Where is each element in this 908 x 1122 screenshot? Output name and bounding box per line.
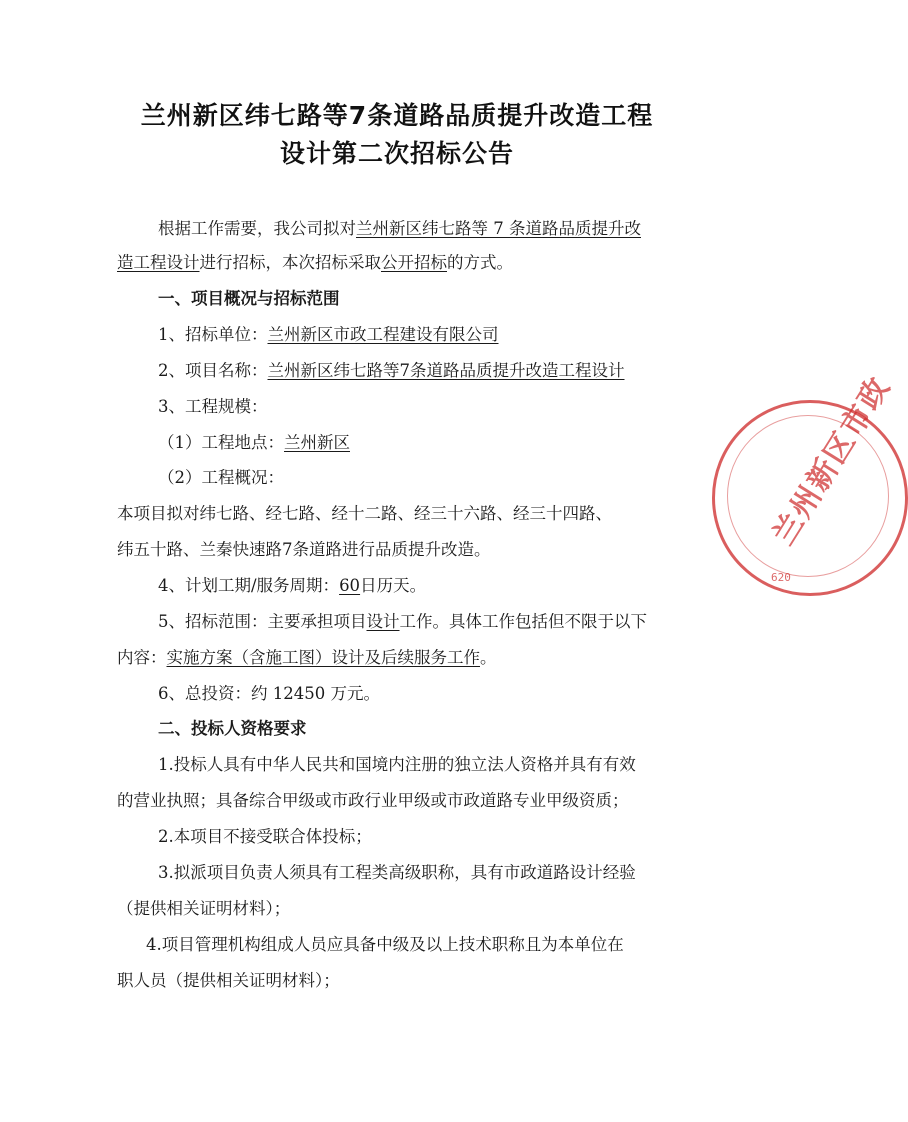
- item-investment: 6、总投资：约 12450 万元。: [158, 684, 380, 703]
- intro-line1: [158, 215, 641, 239]
- project-name-underlined-cont: 造工程设计: [117, 253, 200, 272]
- item-label: 2、项目名称：: [158, 361, 268, 380]
- location-value: 兰州新区: [284, 433, 350, 452]
- req1-line2: 的营业执照；具备综合甲级或市政行业甲级或市政道路专业甲级资质；: [117, 791, 629, 810]
- company-seal: [712, 370, 908, 596]
- document-title-line2: 设计第二次招标公告: [279, 139, 514, 168]
- intro-text: 根据工作需要，我公司拟对: [158, 219, 356, 238]
- project-name-value: 兰州新区纬七路等7条道路品质提升改造工程设计: [267, 361, 625, 380]
- req4-line2: 职人员（提供相关证明材料）；: [117, 971, 340, 990]
- scope-content: 实施方案（含施工图）设计及后续服务工作: [166, 648, 480, 667]
- intro-text-2: 进行招标，本次招标采取: [199, 253, 381, 272]
- item-tender-unit: [158, 321, 499, 345]
- section1-heading: 一、项目概况与招标范围: [158, 289, 340, 308]
- item-project-name: [158, 357, 625, 381]
- scope-design: 设计: [366, 612, 400, 631]
- req1-line1: 1.投标人具有中华人民共和国境内注册的独立法人资格并具有有效: [158, 755, 636, 774]
- scope-text: 工作。具体工作包括但不限于以下: [399, 612, 647, 631]
- document-title-line1: 兰州新区纬七路等7条道路品质提升改造工程: [140, 101, 654, 130]
- overview-line2: 纬五十路、兰秦快速路7条道路进行品质提升改造。: [117, 540, 491, 559]
- item-scope-line1: [158, 608, 647, 632]
- item-overview-label: （2）工程概况：: [158, 468, 284, 487]
- section2-heading: 二、投标人资格要求: [158, 719, 307, 738]
- project-name-underlined: 兰州新区纬七路等 7 条道路品质提升改: [356, 219, 641, 238]
- intro-text-3: 的方式。: [447, 253, 513, 272]
- tender-method: 公开招标: [381, 253, 447, 272]
- item-label: 4、计划工期/服务周期：: [158, 576, 340, 595]
- scope-end: 。: [480, 648, 497, 667]
- item-scale: 3、工程规模：: [158, 397, 268, 416]
- overview-line1: 本项目拟对纬七路、经七路、经十二路、经三十六路、经三十四路、: [117, 504, 612, 523]
- item-location: [158, 429, 350, 453]
- duration-value: 60: [339, 576, 361, 595]
- scope-text-2: 内容：: [117, 648, 167, 667]
- req2: 2.本项目不接受联合体投标；: [158, 827, 372, 846]
- seal-code: 620: [771, 571, 791, 584]
- intro-line2: [117, 249, 513, 273]
- tender-unit-value: 兰州新区市政工程建设有限公司: [267, 325, 499, 344]
- req3-line1: 3.拟派项目负责人须具有工程类高级职称，具有市政道路设计经验: [158, 863, 636, 882]
- item-label: 1、招标单位：: [158, 325, 268, 344]
- item-duration: [158, 572, 426, 596]
- duration-unit: 日历天。: [360, 576, 427, 595]
- item-label: （1）工程地点：: [158, 433, 284, 452]
- seal-text: 兰州新区市政: [766, 370, 898, 552]
- item-label: 5、招标范围：主要承担项目: [158, 612, 367, 631]
- item-scope-line2: [117, 644, 497, 668]
- req3-line2: （提供相关证明材料）；: [117, 899, 291, 918]
- req4-line1: 4.项目管理机构组成人员应具备中级及以上技术职称且为本单位在: [146, 935, 624, 954]
